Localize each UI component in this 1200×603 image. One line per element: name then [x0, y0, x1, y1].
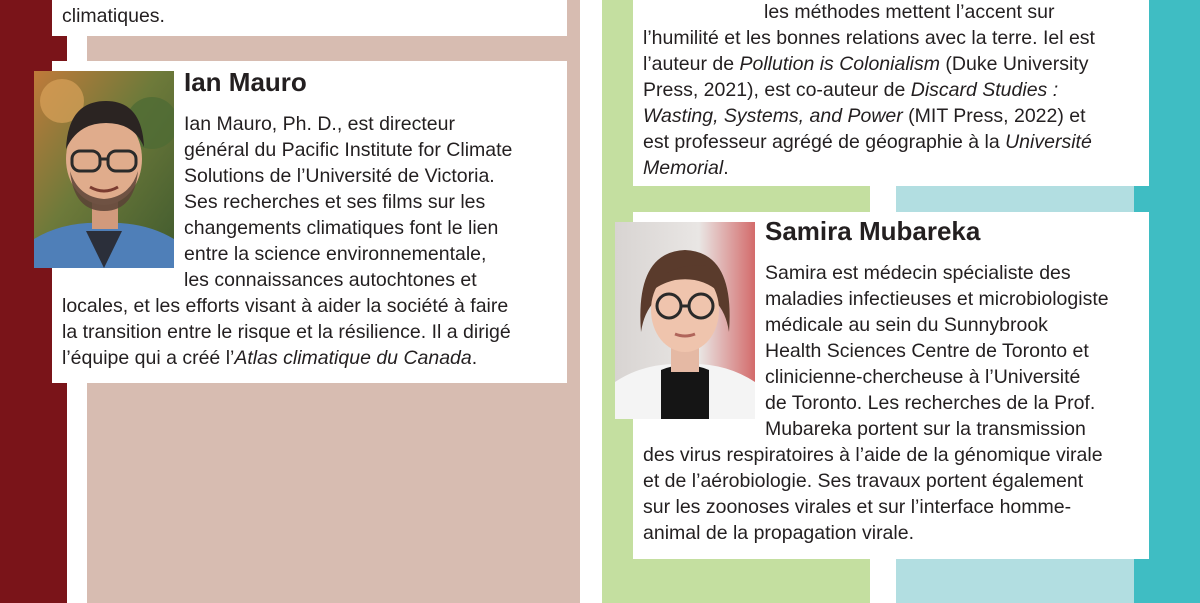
text-span: l’auteur de [643, 53, 740, 75]
bio-text-line: les connaissances autochtones et [184, 269, 477, 291]
bio-text-line: les méthodes mettent l’accent sur [764, 1, 1055, 23]
bio-text-line: sur les zoonoses virales et sur l’interface homme- [643, 496, 1072, 518]
bio-text-line: changements climatiques font le lien [184, 217, 499, 239]
university-name: Université [1005, 131, 1092, 153]
bio-text-line: Ian Mauro, Ph. D., est directeur [184, 113, 455, 135]
bio-text-line: locales, et les efforts visant à aider la société à faire [62, 295, 509, 317]
bio-text-line: maladies infectieuses et microbiologiste [765, 288, 1109, 310]
book-title: Wasting, Systems, and Power [643, 105, 903, 127]
bio-text-line [643, 103, 1086, 129]
text-span: est professeur agrégé de géographie à la [643, 131, 1006, 153]
bio-text-line: Ses recherches et ses films sur les [184, 191, 486, 213]
portrait-photo-icon [34, 71, 174, 268]
bio-text-line: clinicienne-chercheuse à l’Université [765, 366, 1081, 388]
atlas-title: Atlas climatique du Canada [234, 347, 472, 369]
bio-text-line [62, 345, 477, 371]
text-span: . [471, 347, 478, 369]
bio-text-line: entre la science environnementale, [184, 243, 487, 265]
text-span: Press, 2021), est co-auteur de [643, 79, 911, 101]
bio-text-line [643, 155, 729, 181]
text-span: . [723, 157, 729, 179]
bio-text-line: la transition entre le risque et la résilience. Il a dirigé [62, 321, 511, 343]
bio-text-line: l’humilité et les bonnes relations avec la terre. Iel est [643, 27, 1095, 49]
bio-text-line: des virus respiratoires à l’aide de la génomique virale [643, 444, 1103, 466]
bio-text-line: et de l’aérobiologie. Ses travaux portent également [643, 470, 1084, 492]
portrait-photo-icon [615, 222, 755, 419]
samira-mubareka-photo [615, 222, 755, 419]
bio-name: Ian Mauro [184, 67, 307, 97]
text-span: (Duke University [940, 53, 1089, 75]
bio-text-line [643, 129, 1092, 155]
bio-card-ian-mauro [52, 61, 567, 383]
bio-text-line: général du Pacific Institute for Climate [184, 139, 513, 161]
bio-card-samira-mubareka [633, 212, 1149, 559]
bio-name: Samira Mubareka [765, 216, 981, 246]
bio-text-line: Health Sciences Centre de Toronto et [765, 340, 1089, 362]
text-span: l’équipe qui a créé l’ [62, 347, 235, 369]
university-name: Memorial [643, 157, 724, 179]
bio-text-line [643, 51, 1088, 77]
bio-text-line: animal de la propagation virale. [643, 522, 915, 544]
bio-text-line: climatiques. [62, 5, 165, 27]
book-title: Pollution is Colonialism [739, 53, 940, 75]
bio-text-line: Solutions de l’Université de Victoria. [184, 165, 495, 187]
bio-text-line [643, 77, 1058, 103]
column-gap [580, 0, 602, 603]
book-title: Discard Studies : [910, 79, 1059, 101]
bio-text-line: de Toronto. Les recherches de la Prof. [765, 392, 1096, 414]
bio-card-previous-left [52, 0, 567, 36]
bio-text-line: Samira est médecin spécialiste des [765, 262, 1071, 284]
bio-text-line: médicale au sein du Sunnybrook [765, 314, 1048, 336]
ian-mauro-photo [34, 71, 174, 268]
text-span: (MIT Press, 2022) et [902, 105, 1086, 127]
bio-text-line: Mubareka portent sur la transmission [765, 418, 1086, 440]
bio-card-previous-right [633, 0, 1149, 186]
